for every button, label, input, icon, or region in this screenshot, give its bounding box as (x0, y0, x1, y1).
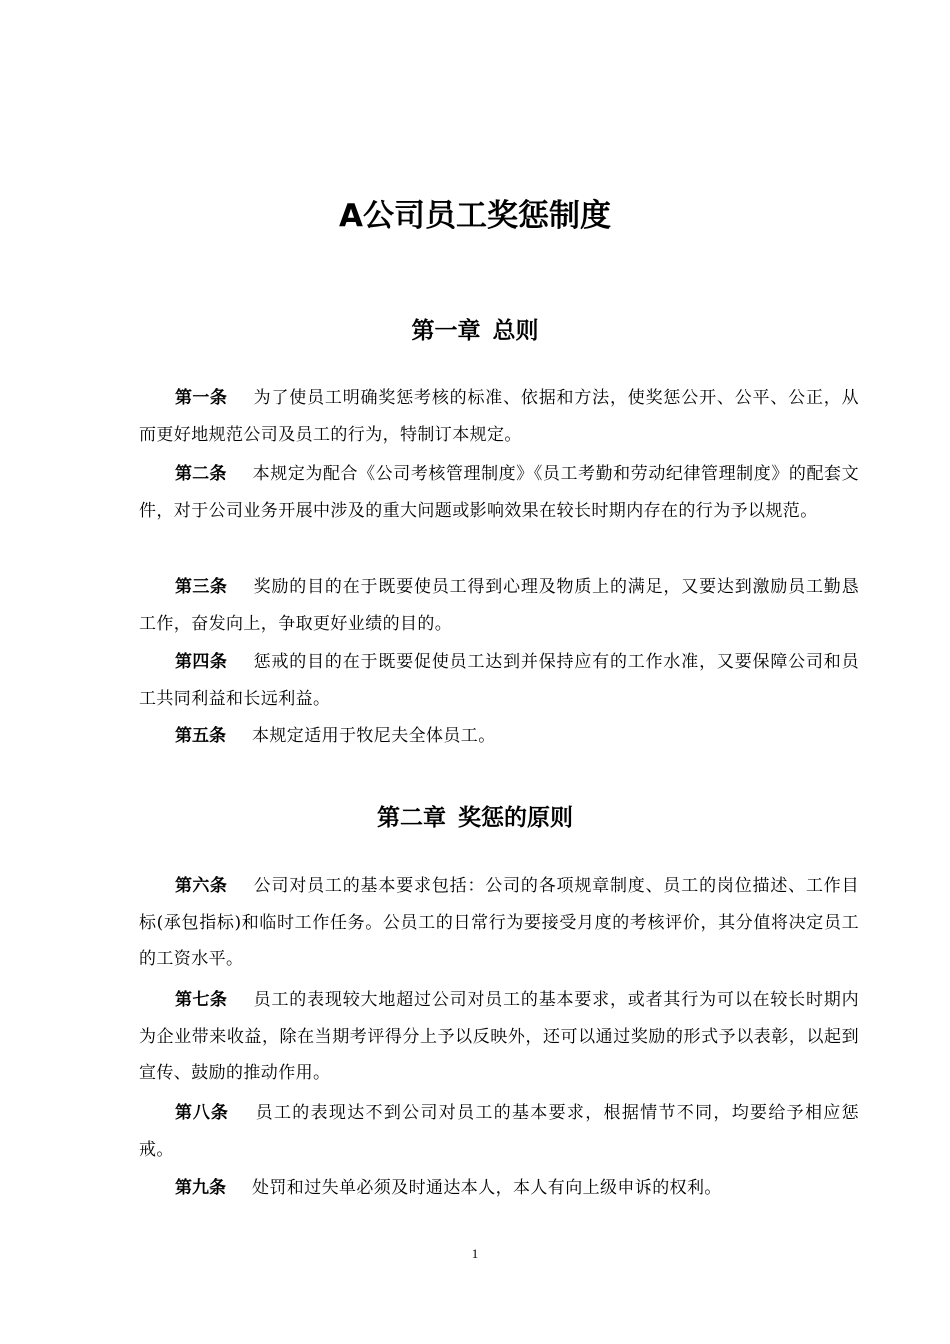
chapter-number: 第二章 (377, 805, 446, 831)
article-paragraph (139, 380, 859, 453)
article-label: 第七条 (175, 990, 228, 1010)
article-text: 公司对员工的基本要求包括：公司的各项规章制度、员工的岗位描述、工作目标(承包指标)和临时工作任务。公员工的日常行为要接受月度的考核评价，其分值将决定员工的工资水平。 (139, 876, 859, 969)
article-label: 第五条 (175, 726, 226, 746)
article-paragraph (139, 1095, 859, 1168)
chapter-heading (0, 803, 950, 833)
article-label: 第二条 (175, 464, 227, 484)
article-text: 为了使员工明确奖惩考核的标准、依据和方法，使奖惩公开、公平、公正，从而更好地规范公司及员工的行为，特制订本规定。 (139, 388, 859, 445)
article-text: 处罚和过失单必须及时通达本人，本人有向上级申诉的权利。 (252, 1178, 722, 1198)
article-paragraph (139, 868, 859, 978)
article-paragraph (139, 644, 859, 717)
article-label: 第一条 (175, 388, 228, 408)
article-label: 第八条 (175, 1103, 229, 1123)
chapter-name: 总则 (492, 318, 539, 344)
article-paragraph (139, 569, 859, 642)
article-paragraph (139, 1170, 859, 1207)
page-number: 1 (471, 1246, 479, 1261)
article-paragraph (139, 718, 859, 755)
article-paragraph (139, 456, 859, 529)
chapter-number: 第一章 (411, 318, 481, 344)
article-text: 奖励的目的在于既要使员工得到心理及物质上的满足，又要达到激励员工勤恳工作，奋发向上，争取更好业绩的目的。 (139, 577, 859, 634)
article-label: 第四条 (175, 652, 228, 672)
document-title: A公司员工奖惩制度 (339, 198, 611, 234)
chapter-name: 奖惩的原则 (458, 805, 573, 831)
article-text: 员工的表现达不到公司对员工的基本要求，根据情节不同，均要给予相应惩戒。 (139, 1103, 859, 1160)
article-label: 第六条 (175, 876, 228, 896)
article-paragraph (139, 982, 859, 1092)
article-text: 员工的表现较大地超过公司对员工的基本要求，或者其行为可以在较长时期内为企业带来收益，除在当期考评得分上予以反映外，还可以通过奖励的形式予以表彰，以起到宣传、鼓励的推动作用。 (139, 990, 859, 1083)
article-text: 惩戒的目的在于既要促使员工达到并保持应有的工作水准，又要保障公司和员工共同利益和长远利益。 (139, 652, 859, 709)
chapter-heading (0, 316, 950, 346)
article-text: 本规定适用于牧尼夫全体员工。 (252, 726, 496, 746)
article-label: 第九条 (175, 1178, 226, 1198)
article-text: 本规定为配合《公司考核管理制度》《员工考勤和劳动纪律管理制度》的配套文件，对于公司业务开展中涉及的重大问题或影响效果在较长时期内存在的行为予以规范。 (139, 464, 860, 521)
article-label: 第三条 (175, 577, 228, 597)
